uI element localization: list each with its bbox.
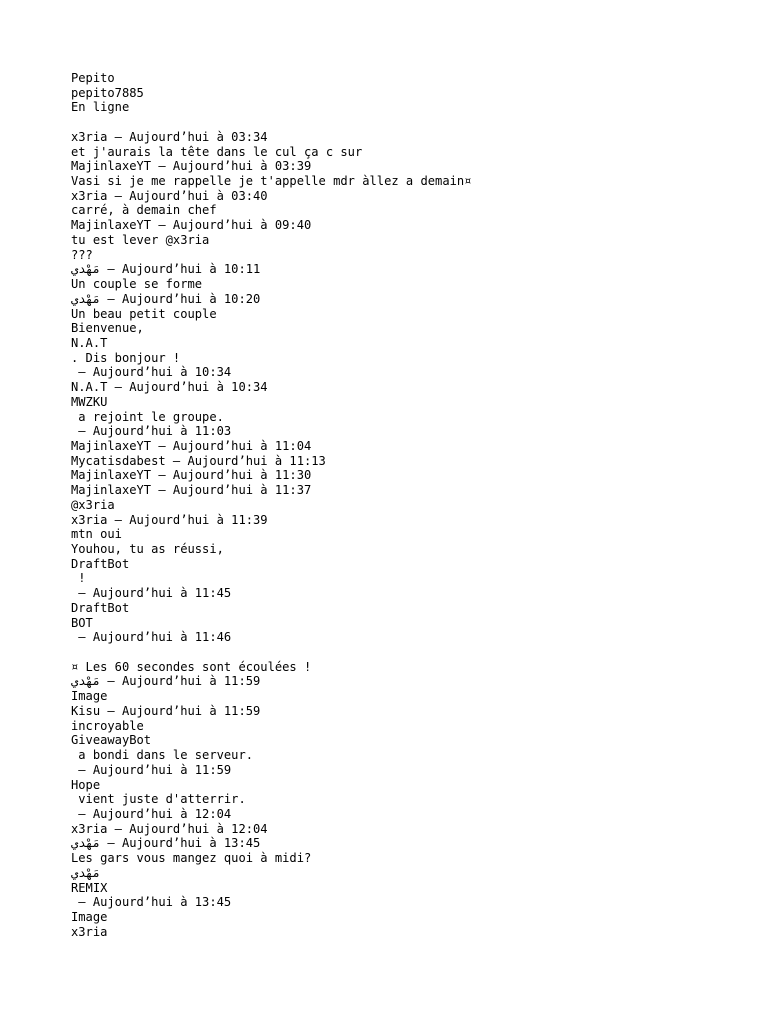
role-badge: REMIX bbox=[71, 880, 108, 895]
message-text: Un beau petit couple bbox=[71, 306, 217, 321]
message-timestamp: — Aujourd’hui à 13:45 bbox=[71, 895, 232, 910]
system-message-text: vient juste d'atterrir. bbox=[71, 792, 246, 807]
message-header: مَهْدي — Aujourd’hui à 13:45 bbox=[71, 836, 261, 851]
message-text: ??? bbox=[71, 247, 93, 262]
system-message-user: DraftBot bbox=[71, 556, 130, 571]
message-author: مَهْدي bbox=[71, 865, 101, 880]
message-header: Mycatisdabest — Aujourd’hui à 11:13 bbox=[71, 453, 326, 468]
message-text: Vasi si je me rappelle je t'appelle mdr àllez a demain¤ bbox=[71, 174, 472, 189]
message-text: ¤ Les 60 secondes sont écoulées ! bbox=[71, 659, 312, 674]
message-header: N.A.T — Aujourd’hui à 10:34 bbox=[71, 380, 268, 395]
message-timestamp: — Aujourd’hui à 11:46 bbox=[71, 630, 232, 645]
image-attachment[interactable]: Image bbox=[71, 909, 108, 924]
message-text: incroyable bbox=[71, 718, 144, 733]
profile-status: En ligne bbox=[71, 100, 130, 115]
chat-log bbox=[71, 71, 751, 939]
message-text: carré, à demain chef bbox=[71, 203, 217, 218]
bot-name: DraftBot bbox=[71, 600, 130, 615]
message-text: tu est lever @x3ria bbox=[71, 232, 210, 247]
system-message-user: MWZKU bbox=[71, 394, 108, 409]
system-message-user: Hope bbox=[71, 777, 101, 792]
message-author: x3ria bbox=[71, 924, 108, 939]
system-message-text: a rejoint le groupe. bbox=[71, 409, 224, 424]
message-header: Kisu — Aujourd’hui à 11:59 bbox=[71, 703, 261, 718]
message-header: MajinlaxeYT — Aujourd’hui à 11:37 bbox=[71, 483, 312, 498]
system-message-text: a bondi dans le serveur. bbox=[71, 748, 254, 763]
message-header: مَهْدي — Aujourd’hui à 10:20 bbox=[71, 291, 261, 306]
system-message-timestamp: — Aujourd’hui à 11:03 bbox=[71, 424, 232, 439]
system-message-user: GiveawayBot bbox=[71, 733, 152, 748]
bot-badge: BOT bbox=[71, 615, 93, 630]
system-message-user: N.A.T bbox=[71, 335, 108, 350]
message-text: @x3ria bbox=[71, 497, 115, 512]
message-text: Un couple se forme bbox=[71, 277, 203, 292]
message-text: mtn oui bbox=[71, 527, 122, 542]
system-message-timestamp: — Aujourd’hui à 11:45 bbox=[71, 586, 232, 601]
system-message-timestamp: — Aujourd’hui à 11:59 bbox=[71, 762, 232, 777]
message-header: MajinlaxeYT — Aujourd’hui à 11:04 bbox=[71, 438, 312, 453]
message-header: مَهْدي — Aujourd’hui à 10:11 bbox=[71, 262, 261, 277]
spacer bbox=[71, 115, 751, 130]
message-header: MajinlaxeYT — Aujourd’hui à 11:30 bbox=[71, 468, 312, 483]
message-header: x3ria — Aujourd’hui à 11:39 bbox=[71, 512, 268, 527]
image-attachment[interactable]: Image bbox=[71, 689, 108, 704]
system-message-timestamp: — Aujourd’hui à 12:04 bbox=[71, 806, 232, 821]
system-message-timestamp: — Aujourd’hui à 10:34 bbox=[71, 365, 232, 380]
message-text: et j'aurais la tête dans le cul ça c sur bbox=[71, 144, 363, 159]
profile-display-name: Pepito bbox=[71, 71, 115, 85]
message-text: Les gars vous mangez quoi à midi? bbox=[71, 851, 312, 866]
message-header: MajinlaxeYT — Aujourd’hui à 03:39 bbox=[71, 159, 312, 174]
spacer bbox=[71, 645, 751, 660]
system-message-text: . Dis bonjour ! bbox=[71, 350, 181, 365]
system-message-text: Bienvenue, bbox=[71, 321, 144, 336]
message-header: x3ria — Aujourd’hui à 12:04 bbox=[71, 821, 268, 836]
message-header: مَهْدي — Aujourd’hui à 11:59 bbox=[71, 674, 261, 689]
system-message-text: ! bbox=[71, 571, 86, 586]
message-header: x3ria — Aujourd’hui à 03:40 bbox=[71, 188, 268, 203]
system-message-text: Youhou, tu as réussi, bbox=[71, 542, 224, 556]
message-header: x3ria — Aujourd’hui à 03:34 bbox=[71, 129, 268, 144]
message-header: MajinlaxeYT — Aujourd’hui à 09:40 bbox=[71, 218, 312, 233]
profile-username: pepito7885 bbox=[71, 85, 144, 100]
